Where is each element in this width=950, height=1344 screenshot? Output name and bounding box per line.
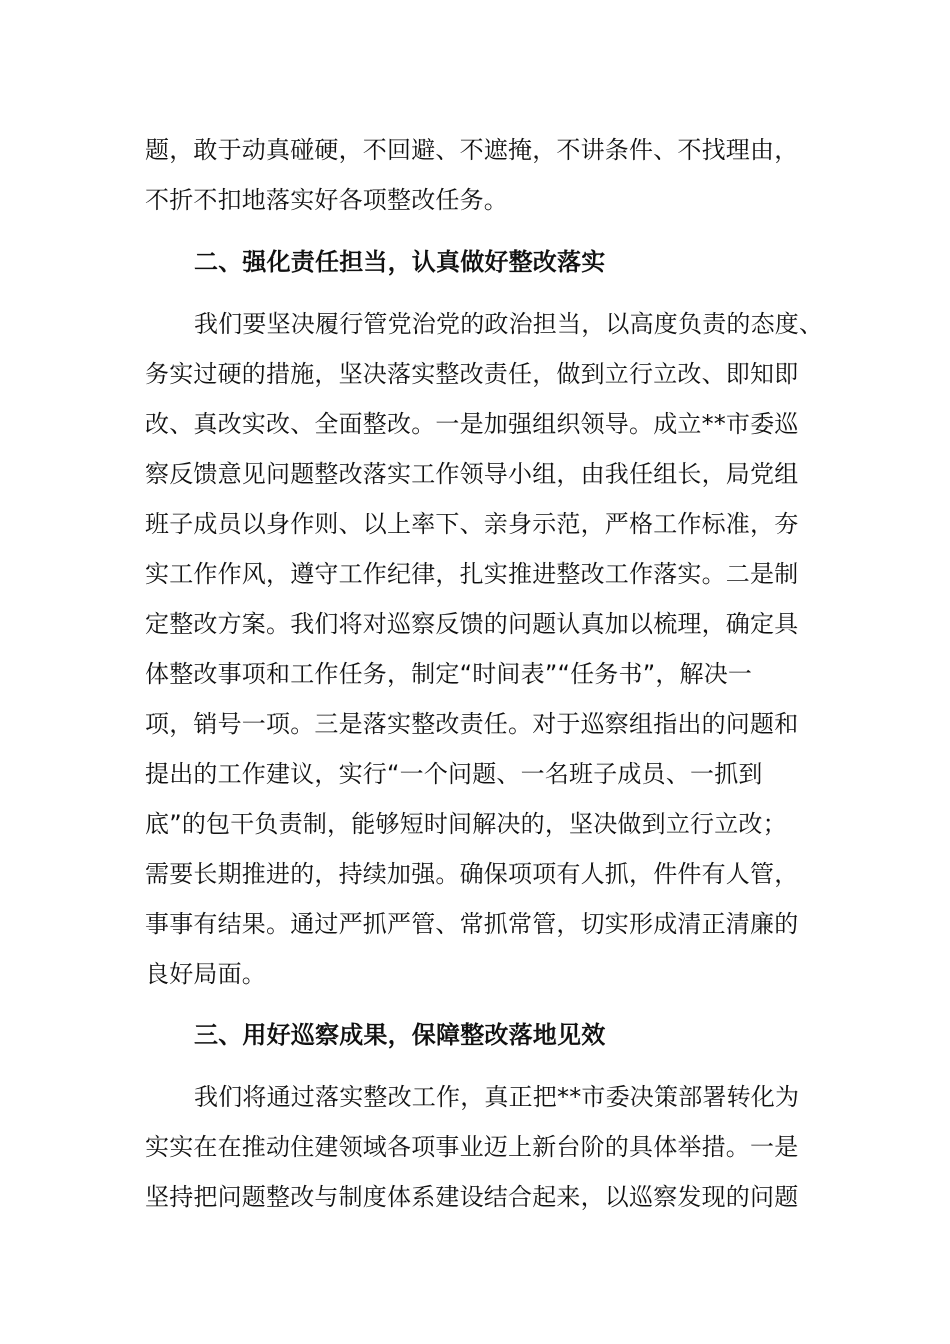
body-text-line: 我们要坚决履行管党治党的政治担当，以高度负责的态度、 — [194, 310, 824, 338]
section-heading: 三、用好巡察成果，保障整改落地见效 — [194, 1021, 606, 1049]
body-text-line: 实实在在推动住建领域各项事业迈上新台阶的具体举措。一是 — [145, 1133, 799, 1161]
body-text-line: 坚持把问题整改与制度体系建设结合起来，以巡察发现的问题 — [145, 1183, 799, 1211]
body-text-line: 定整改方案。我们将对巡察反馈的问题认真加以梳理，确定具 — [145, 610, 799, 638]
body-text-line: 察反馈意见问题整改落实工作领导小组，由我任组长，局党组 — [145, 460, 799, 488]
body-text-line: 改、真改实改、全面整改。一是加强组织领导。成立**市委巡 — [145, 410, 799, 438]
body-text-line: 良好局面。 — [145, 960, 266, 988]
body-text-line: 项，销号一项。三是落实整改责任。对于巡察组指出的问题和 — [145, 710, 799, 738]
body-text-line: 我们将通过落实整改工作，真正把**市委决策部署转化为 — [194, 1083, 800, 1111]
body-text-line: 题，敢于动真碰硬，不回避、不遮掩，不讲条件、不找理由， — [145, 136, 799, 164]
body-text-line: 务实过硬的措施，坚决落实整改责任，做到立行立改、即知即 — [145, 360, 799, 388]
body-text-line: 底”的包干负责制，能够短时间解决的，坚决做到立行立改； — [145, 810, 787, 838]
body-text-line: 事事有结果。通过严抓严管、常抓常管，切实形成清正清廉的 — [145, 910, 799, 938]
section-heading: 二、强化责任担当，认真做好整改落实 — [194, 248, 606, 276]
body-text-line: 需要长期推进的，持续加强。确保项项有人抓，件件有人管， — [145, 860, 799, 888]
body-text-line: 班子成员以身作则、以上率下、亲身示范，严格工作标准，夯 — [145, 510, 799, 538]
body-text-line: 提出的工作建议，实行“一个问题、一名班子成员、一抓到 — [145, 760, 763, 788]
body-text-line: 不折不扣地落实好各项整改任务。 — [145, 186, 508, 214]
body-text-line: 体整改事项和工作任务，制定“时间表”“任务书”，解决一 — [145, 660, 753, 688]
body-text-line: 实工作作风，遵守工作纪律，扎实推进整改工作落实。二是制 — [145, 560, 799, 588]
